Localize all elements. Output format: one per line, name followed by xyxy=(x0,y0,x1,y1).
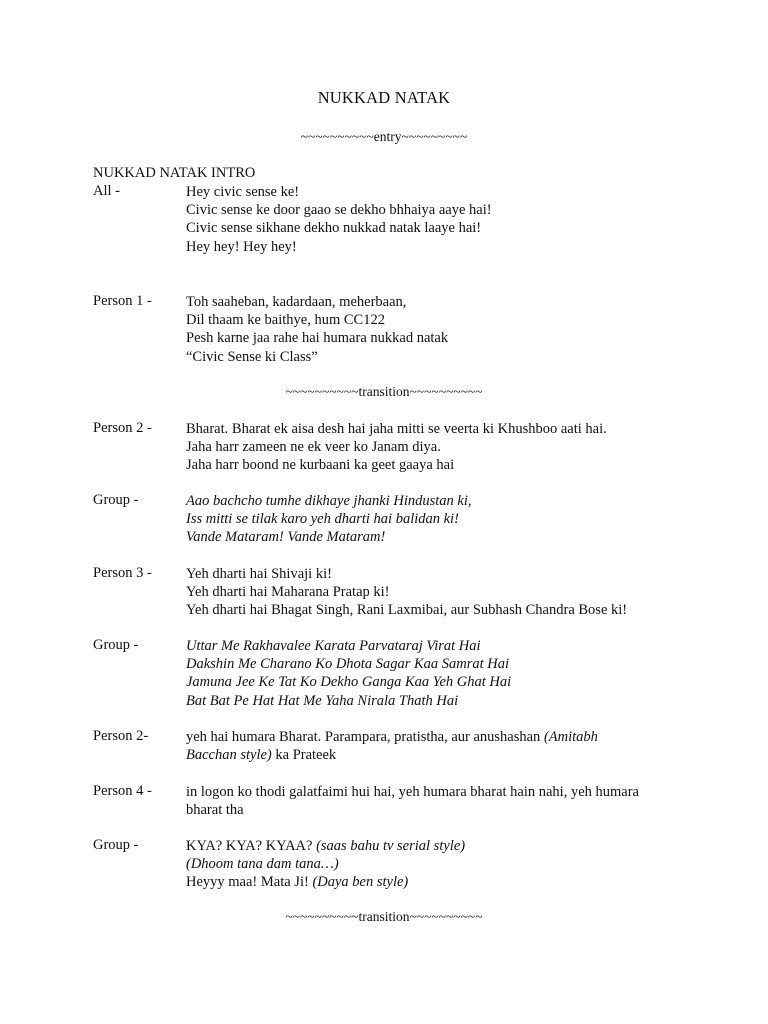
dialogue-line: Jamuna Jee Ke Tat Ko Dekho Ganga Kaa Yeh Ghat Hai xyxy=(186,674,512,691)
dialogue-line: Dil thaam ke baithye, hum CC122 xyxy=(186,312,385,329)
speaker-label: Person 1 - xyxy=(93,293,152,309)
dialogue-line: Pesh karne jaa rahe hai humara nukkad natak xyxy=(186,330,449,347)
dialogue-line xyxy=(186,746,686,764)
dialogue-line: Yeh dharti hai Shivaji ki! xyxy=(186,566,332,582)
dialogue-line xyxy=(186,873,686,891)
speaker-label: Person 2 - xyxy=(93,420,152,436)
speaker-label: All - xyxy=(93,183,120,199)
intro-heading: NUKKAD NATAK INTRO xyxy=(93,165,256,181)
dialogue-text: Heyyy maa! Mata Ji! xyxy=(186,874,313,891)
dialogue-lines xyxy=(186,565,686,620)
dialogue-lines xyxy=(186,183,686,256)
entry-divider: ~~~~~~~~~~entry~~~~~~~~~ xyxy=(300,129,468,144)
dialogue-line: Bharat. Bharat ek aisa desh hai jaha mitti se veerta ki Khushboo aati hai. xyxy=(186,421,607,437)
stage-direction: (saas bahu tv serial style) xyxy=(316,838,466,854)
dialogue-line: Hey hey! Hey hey! xyxy=(186,238,297,255)
dialogue-text: ka Prateek xyxy=(271,747,337,764)
transition-divider: ~~~~~~~~~~transition~~~~~~~~~~ xyxy=(285,909,483,924)
dialogue-lines xyxy=(186,492,686,547)
speaker-label: Group - xyxy=(93,492,139,508)
speaker-label: Person 2- xyxy=(93,728,149,744)
dialogue-line: in logon ko thodi galatfaimi hui hai, yeh humara bharat hain nahi, yeh humara xyxy=(186,784,639,800)
speaker-label: Person 4 - xyxy=(93,783,152,799)
dialogue-line: “Civic Sense ki Class” xyxy=(186,348,318,365)
dialogue-line xyxy=(186,728,686,746)
dialogue-lines xyxy=(186,783,686,819)
dialogue-lines xyxy=(186,293,686,366)
speaker-label: Group - xyxy=(93,637,139,653)
speaker-label: Group - xyxy=(93,837,139,853)
dialogue-line: Yeh dharti hai Maharana Pratap ki! xyxy=(186,584,390,601)
dialogue-line: Aao bachcho tumhe dikhaye jhanki Hindustan ki, xyxy=(186,493,472,509)
dialogue-lines xyxy=(186,728,686,764)
dialogue-line: Uttar Me Rakhavalee Karata Parvataraj Virat Hai xyxy=(186,638,481,654)
dialogue-line: Iss mitti se tilak karo yeh dharti hai balidan ki! xyxy=(186,511,459,528)
dialogue-text: yeh hai humara Bharat. Parampara, pratistha, aur anushashan xyxy=(186,729,544,745)
dialogue-line: Dakshin Me Charano Ko Dhota Sagar Kaa Samrat Hai xyxy=(186,656,510,673)
dialogue-line: Toh saaheban, kadardaan, meherbaan, xyxy=(186,294,407,310)
stage-direction: (Amitabh xyxy=(543,729,598,745)
dialogue-line xyxy=(186,837,686,855)
dialogue-text: KYA? KYA? KYAA? xyxy=(186,838,317,854)
transition-divider: ~~~~~~~~~~transition~~~~~~~~~~ xyxy=(285,384,483,399)
dialogue-lines xyxy=(186,420,686,475)
dialogue-line: Bat Bat Pe Hat Hat Me Yaha Nirala Thath Hai xyxy=(186,692,459,709)
dialogue-line: Jaha harr boond ne kurbaani ka geet gaaya hai xyxy=(186,457,455,474)
page-title: NUKKAD NATAK xyxy=(317,88,451,107)
dialogue-line: Vande Mataram! Vande Mataram! xyxy=(186,529,386,546)
stage-direction: Bacchan style) xyxy=(186,747,272,764)
stage-direction: (Dhoom tana dam tana…) xyxy=(186,856,339,873)
dialogue-line: Jaha harr zameen ne ek veer ko Janam diya. xyxy=(186,439,441,456)
stage-direction: (Daya ben style) xyxy=(312,874,409,891)
dialogue-line: Civic sense ke door gaao se dekho bhhaiya aaye hai! xyxy=(186,202,492,219)
dialogue-line: Yeh dharti hai Bhagat Singh, Rani Laxmibai, aur Subhash Chandra Bose ki! xyxy=(186,602,628,619)
dialogue-line: Civic sense sikhane dekho nukkad natak laaye hai! xyxy=(186,220,482,237)
dialogue-lines xyxy=(186,837,686,892)
speaker-label: Person 3 - xyxy=(93,565,152,581)
dialogue-line: bharat tha xyxy=(186,802,244,819)
dialogue-line: Hey civic sense ke! xyxy=(186,184,300,200)
dialogue-lines xyxy=(186,637,686,710)
